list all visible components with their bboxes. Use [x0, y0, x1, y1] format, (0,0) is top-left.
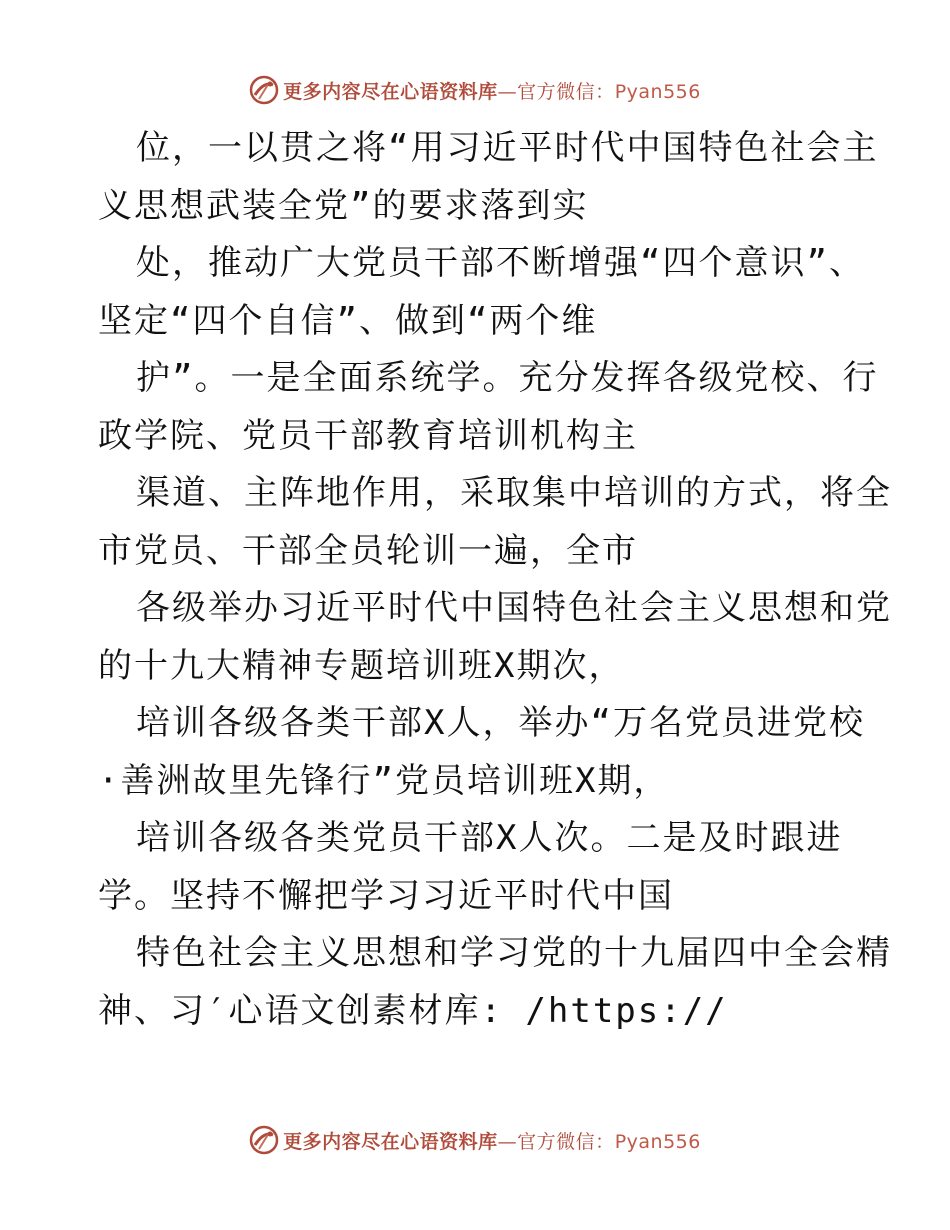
text-line: 各级举办习近平时代中国特色社会主义思想和党	[136, 588, 892, 628]
banner-wechat-id: Pyan556	[614, 80, 701, 103]
text-line: 培训各级各类党员干部X人次。二是及时跟进	[136, 818, 843, 858]
banner-text	[283, 1127, 701, 1154]
text-line: 护”。一是全面系统学。充分发挥各级党校、行	[136, 358, 879, 398]
banner-title: 更多内容尽在心语资料库	[283, 1130, 498, 1153]
text-line: 位，一以贯之将“用习近平时代中国特色社会主	[136, 128, 879, 168]
banner-title: 更多内容尽在心语资料库	[283, 80, 498, 103]
text-line: 培训各级各类干部X人，举办“万名党员进党校	[136, 703, 865, 743]
text-line: 处，推动广大党员干部不断增强“四个意识”、	[136, 243, 865, 283]
brand-logo-icon	[249, 75, 279, 105]
text-line: 政学院、党员干部教育培训机构主	[98, 415, 638, 456]
text-line: 渠道、主阵地作用，采取集中培训的方式，将全	[136, 473, 892, 513]
banner-label: 官方微信：	[517, 80, 615, 103]
text-line: ·善洲故里先锋行”党员培训班X期，	[98, 760, 670, 801]
footer-banner	[0, 1120, 950, 1160]
banner-text	[283, 77, 701, 104]
banner-label: 官方微信：	[517, 1130, 615, 1153]
text-line: 学。坚持不懈把学习习近平时代中国	[98, 875, 674, 916]
document-body	[98, 120, 892, 1040]
banner-separator: —	[497, 1130, 518, 1153]
banner-separator: —	[497, 80, 518, 103]
text-line: 坚定“四个自信”、做到“两个维	[98, 300, 598, 341]
text-line: 市党员、干部全员轮训一遍，全市	[98, 530, 638, 571]
text-line: 的十九大精神专题培训班X期次，	[98, 645, 625, 686]
banner-wechat-id: Pyan556	[614, 1130, 701, 1153]
text-line: 神、习′心语文创素材库: /https://	[98, 990, 728, 1031]
text-line: 特色社会主义思想和学习党的十九届四中全会精	[136, 933, 892, 973]
brand-logo-icon	[249, 1125, 279, 1155]
text-line: 义思想武装全党”的要求落到实	[98, 185, 589, 226]
header-banner	[0, 70, 950, 110]
